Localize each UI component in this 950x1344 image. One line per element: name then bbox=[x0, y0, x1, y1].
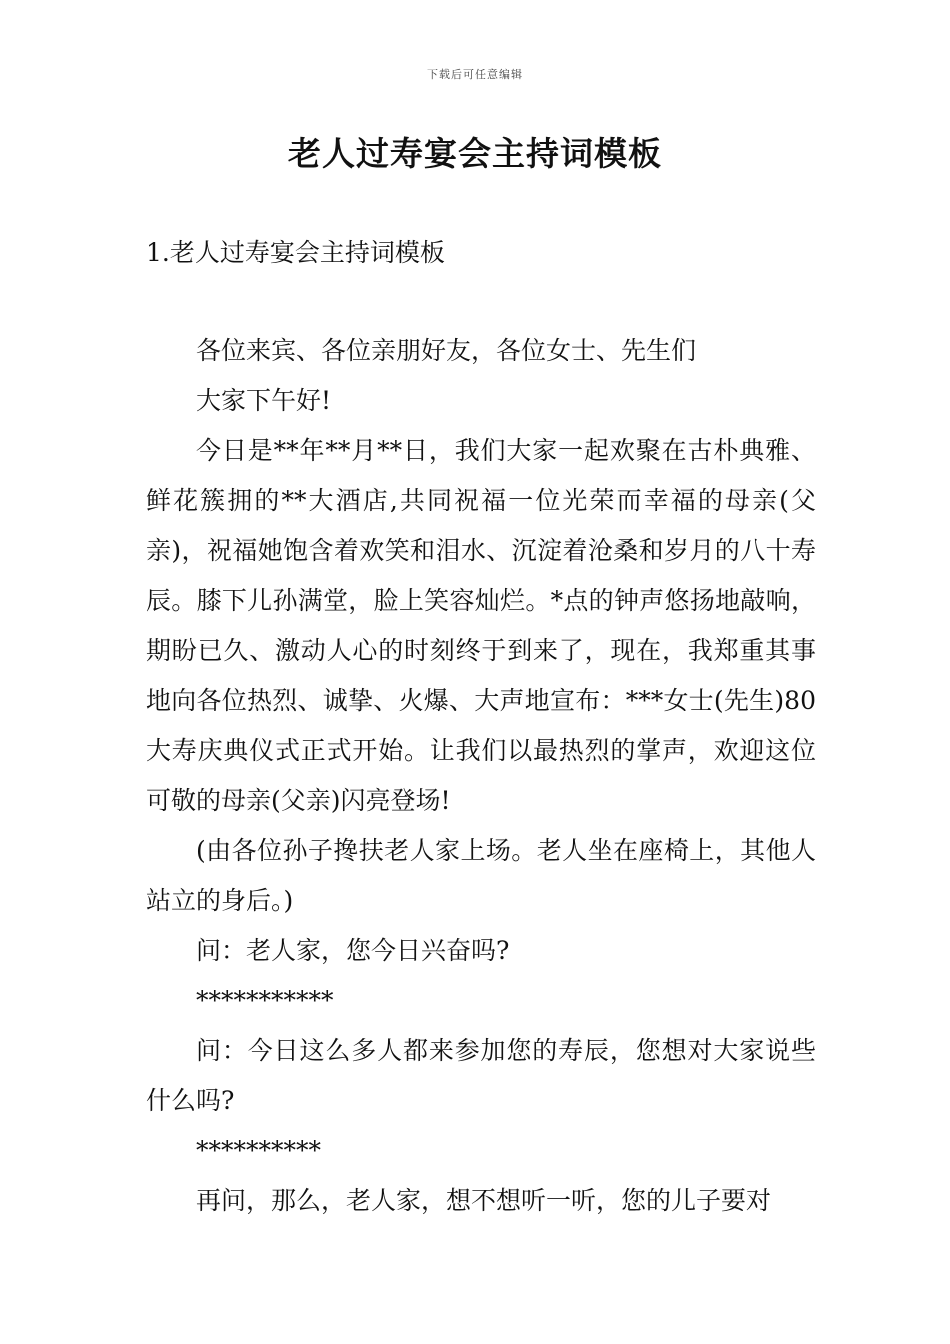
paragraph: *********** bbox=[196, 986, 334, 1015]
body-text bbox=[146, 326, 816, 1226]
document-title: 老人过寿宴会主持词模板 bbox=[288, 134, 662, 173]
section-heading: 1.老人过寿宴会主持词模板 bbox=[146, 238, 445, 267]
paragraph: 问：老人家，您今日兴奋吗? bbox=[196, 936, 510, 965]
paragraph: 问：今日这么多人都来参加您的寿辰，您想对大家说些什么吗? bbox=[146, 1036, 816, 1115]
header-note: 下载后可任意编辑 bbox=[427, 68, 523, 81]
paragraph: 大家下午好! bbox=[196, 386, 332, 415]
paragraph: 再问，那么，老人家，想不想听一听，您的儿子要对 bbox=[196, 1186, 772, 1215]
paragraph: ********** bbox=[196, 1136, 321, 1165]
paragraph: (由各位孙子搀扶老人家上场。老人坐在座椅上，其他人站立的身后。) bbox=[146, 836, 816, 915]
paragraph: 今日是**年**月**日，我们大家一起欢聚在古朴典雅、鲜花簇拥的**大酒店,共同祝福一位光荣而幸福的母亲(父亲)，祝福她饱含着欢笑和泪水、沉淀着沧桑和岁月的八十寿辰。膝下儿孙满堂，脸上笑容灿烂。*点的钟声悠扬地敲响，期盼已久、激动人心的时刻终于到来了，现在，我郑重其事地向各位热烈、诚挚、火爆、大声地宣布：***女士(先生)80大寿庆典仪式正式开始。让我们以最热烈的掌声，欢迎这位可敬的母亲(父亲)闪亮登场! bbox=[146, 436, 816, 815]
paragraph: 各位来宾、各位亲朋好友，各位女士、先生们 bbox=[196, 336, 697, 365]
